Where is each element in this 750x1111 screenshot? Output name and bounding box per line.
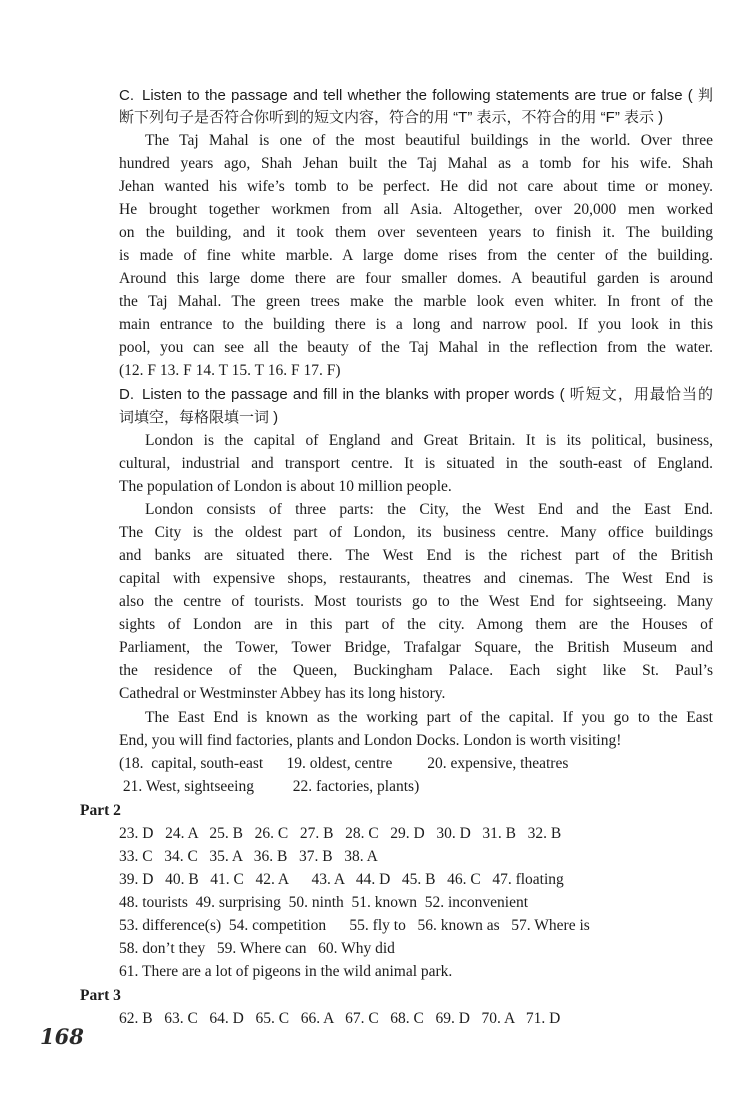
section-c-instruction-2: 断下列句子是否符合你听到的短文内容，符合的用 “T” 表示，不符合的用 “F” 表示 ) [119, 109, 664, 126]
section-d-instruction-1: D. Listen to the passage and fill in the blanks with proper words ( 听短文，用最恰当的 [119, 386, 713, 403]
section-d-answers-1: (18. capital, south-east 19. oldest, centre 20. expensive, theatres [119, 755, 569, 772]
page-number: 168 [40, 1024, 84, 1049]
section-d-instruction-2: 词填空，每格限填一词 ) [119, 409, 279, 426]
answer-row: 33. C 34. C 35. A 36. B 37. B 38. A [119, 848, 378, 865]
passage-line: the Taj Mahal. The green trees make the marble look even whiter. In front of the [119, 293, 713, 310]
passage-line: Around this large dome there are four smaller domes. A beautiful garden is around [119, 270, 713, 287]
passage-line: The East End is known as the working part of the capital. If you go to the East [145, 709, 713, 726]
passage-line: He brought together workmen from all Asia. Altogether, over 20,000 men worked [119, 201, 713, 218]
section-c-label: C. [119, 87, 134, 104]
passage-line: Jehan wanted his wife’s tomb to be perfect. He did not care about time or money. [119, 178, 713, 195]
answer-row: 61. There are a lot of pigeons in the wild animal park. [119, 963, 453, 980]
passage-line: Parliament, the Tower, Tower Bridge, Trafalgar Square, the British Museum and [119, 639, 713, 656]
passage-line: main entrance to the building there is a long and narrow pool. If you look in this [119, 316, 713, 333]
section-d-answers-2: 21. West, sightseeing 22. factories, plants) [119, 778, 420, 795]
passage-line: Cathedral or Westminster Abbey has its long history. [119, 685, 446, 702]
passage-line: the residence of the Queen, Buckingham Palace. Each sight like St. Paul’s [119, 662, 713, 679]
passage-line: The City is the oldest part of London, its business centre. Many office buildings [119, 524, 713, 541]
part-3-heading: Part 3 [80, 987, 121, 1004]
section-d-label: D. [119, 386, 134, 403]
answer-row: 39. D 40. B 41. C 42. A 43. A 44. D 45. B 46. C 47. floating [119, 871, 564, 888]
passage-line: on the building, and it took them over seventeen years to finish it. The building [119, 224, 713, 241]
answer-row: 53. difference(s) 54. competition 55. fly to 56. known as 57. Where is [119, 917, 590, 934]
passage-line: pool, you can see all the beauty of the Taj Mahal in the reflection from the water. [119, 339, 713, 356]
passage-line: cultural, industrial and transport centre. It is situated in the south-east of England. [119, 455, 713, 472]
passage-line: and banks are situated there. The West End is the richest part of the British [119, 547, 713, 564]
answer-row: 23. D 24. A 25. B 26. C 27. B 28. C 29. D 30. D 31. B 32. B [119, 825, 562, 842]
passage-line: London is the capital of England and Great Britain. It is its political, business, [145, 432, 713, 449]
passage-line: sights of London are in this part of the city. Among them are the Houses of [119, 616, 713, 633]
passage-line: The population of London is about 10 million people. [119, 478, 452, 495]
passage-line: The Taj Mahal is one of the most beautiful buildings in the world. Over three [145, 132, 713, 149]
passage-line: London consists of three parts: the City, the West End and the East End. [145, 501, 713, 518]
section-c-instruction-1: C. Listen to the passage and tell whether the following statements are true or false ( 判 [119, 87, 713, 104]
section-c-answers: (12. F 13. F 14. T 15. T 16. F 17. F) [119, 362, 341, 379]
passage-line: also the centre of tourists. Most tourists go to the West End for sightseeing. Many [119, 593, 713, 610]
passage-line: hundred years ago, Shah Jehan built the Taj Mahal as a tomb for his wife. Shah [119, 155, 713, 172]
passage-line: End, you will find factories, plants and London Docks. London is worth visiting! [119, 732, 622, 749]
passage-line: is made of fine white marble. A large dome rises from the center of the building. [119, 247, 713, 264]
answer-row: 62. B 63. C 64. D 65. C 66. A 67. C 68. C 69. D 70. A 71. D [119, 1010, 561, 1027]
answer-row: 48. tourists 49. surprising 50. ninth 51. known 52. inconvenient [119, 894, 529, 911]
passage-line: capital with expensive shops, restaurants, theatres and cinemas. The West End is [119, 570, 713, 587]
part-2-heading: Part 2 [80, 802, 121, 819]
answer-row: 58. don’t they 59. Where can 60. Why did [119, 940, 395, 957]
